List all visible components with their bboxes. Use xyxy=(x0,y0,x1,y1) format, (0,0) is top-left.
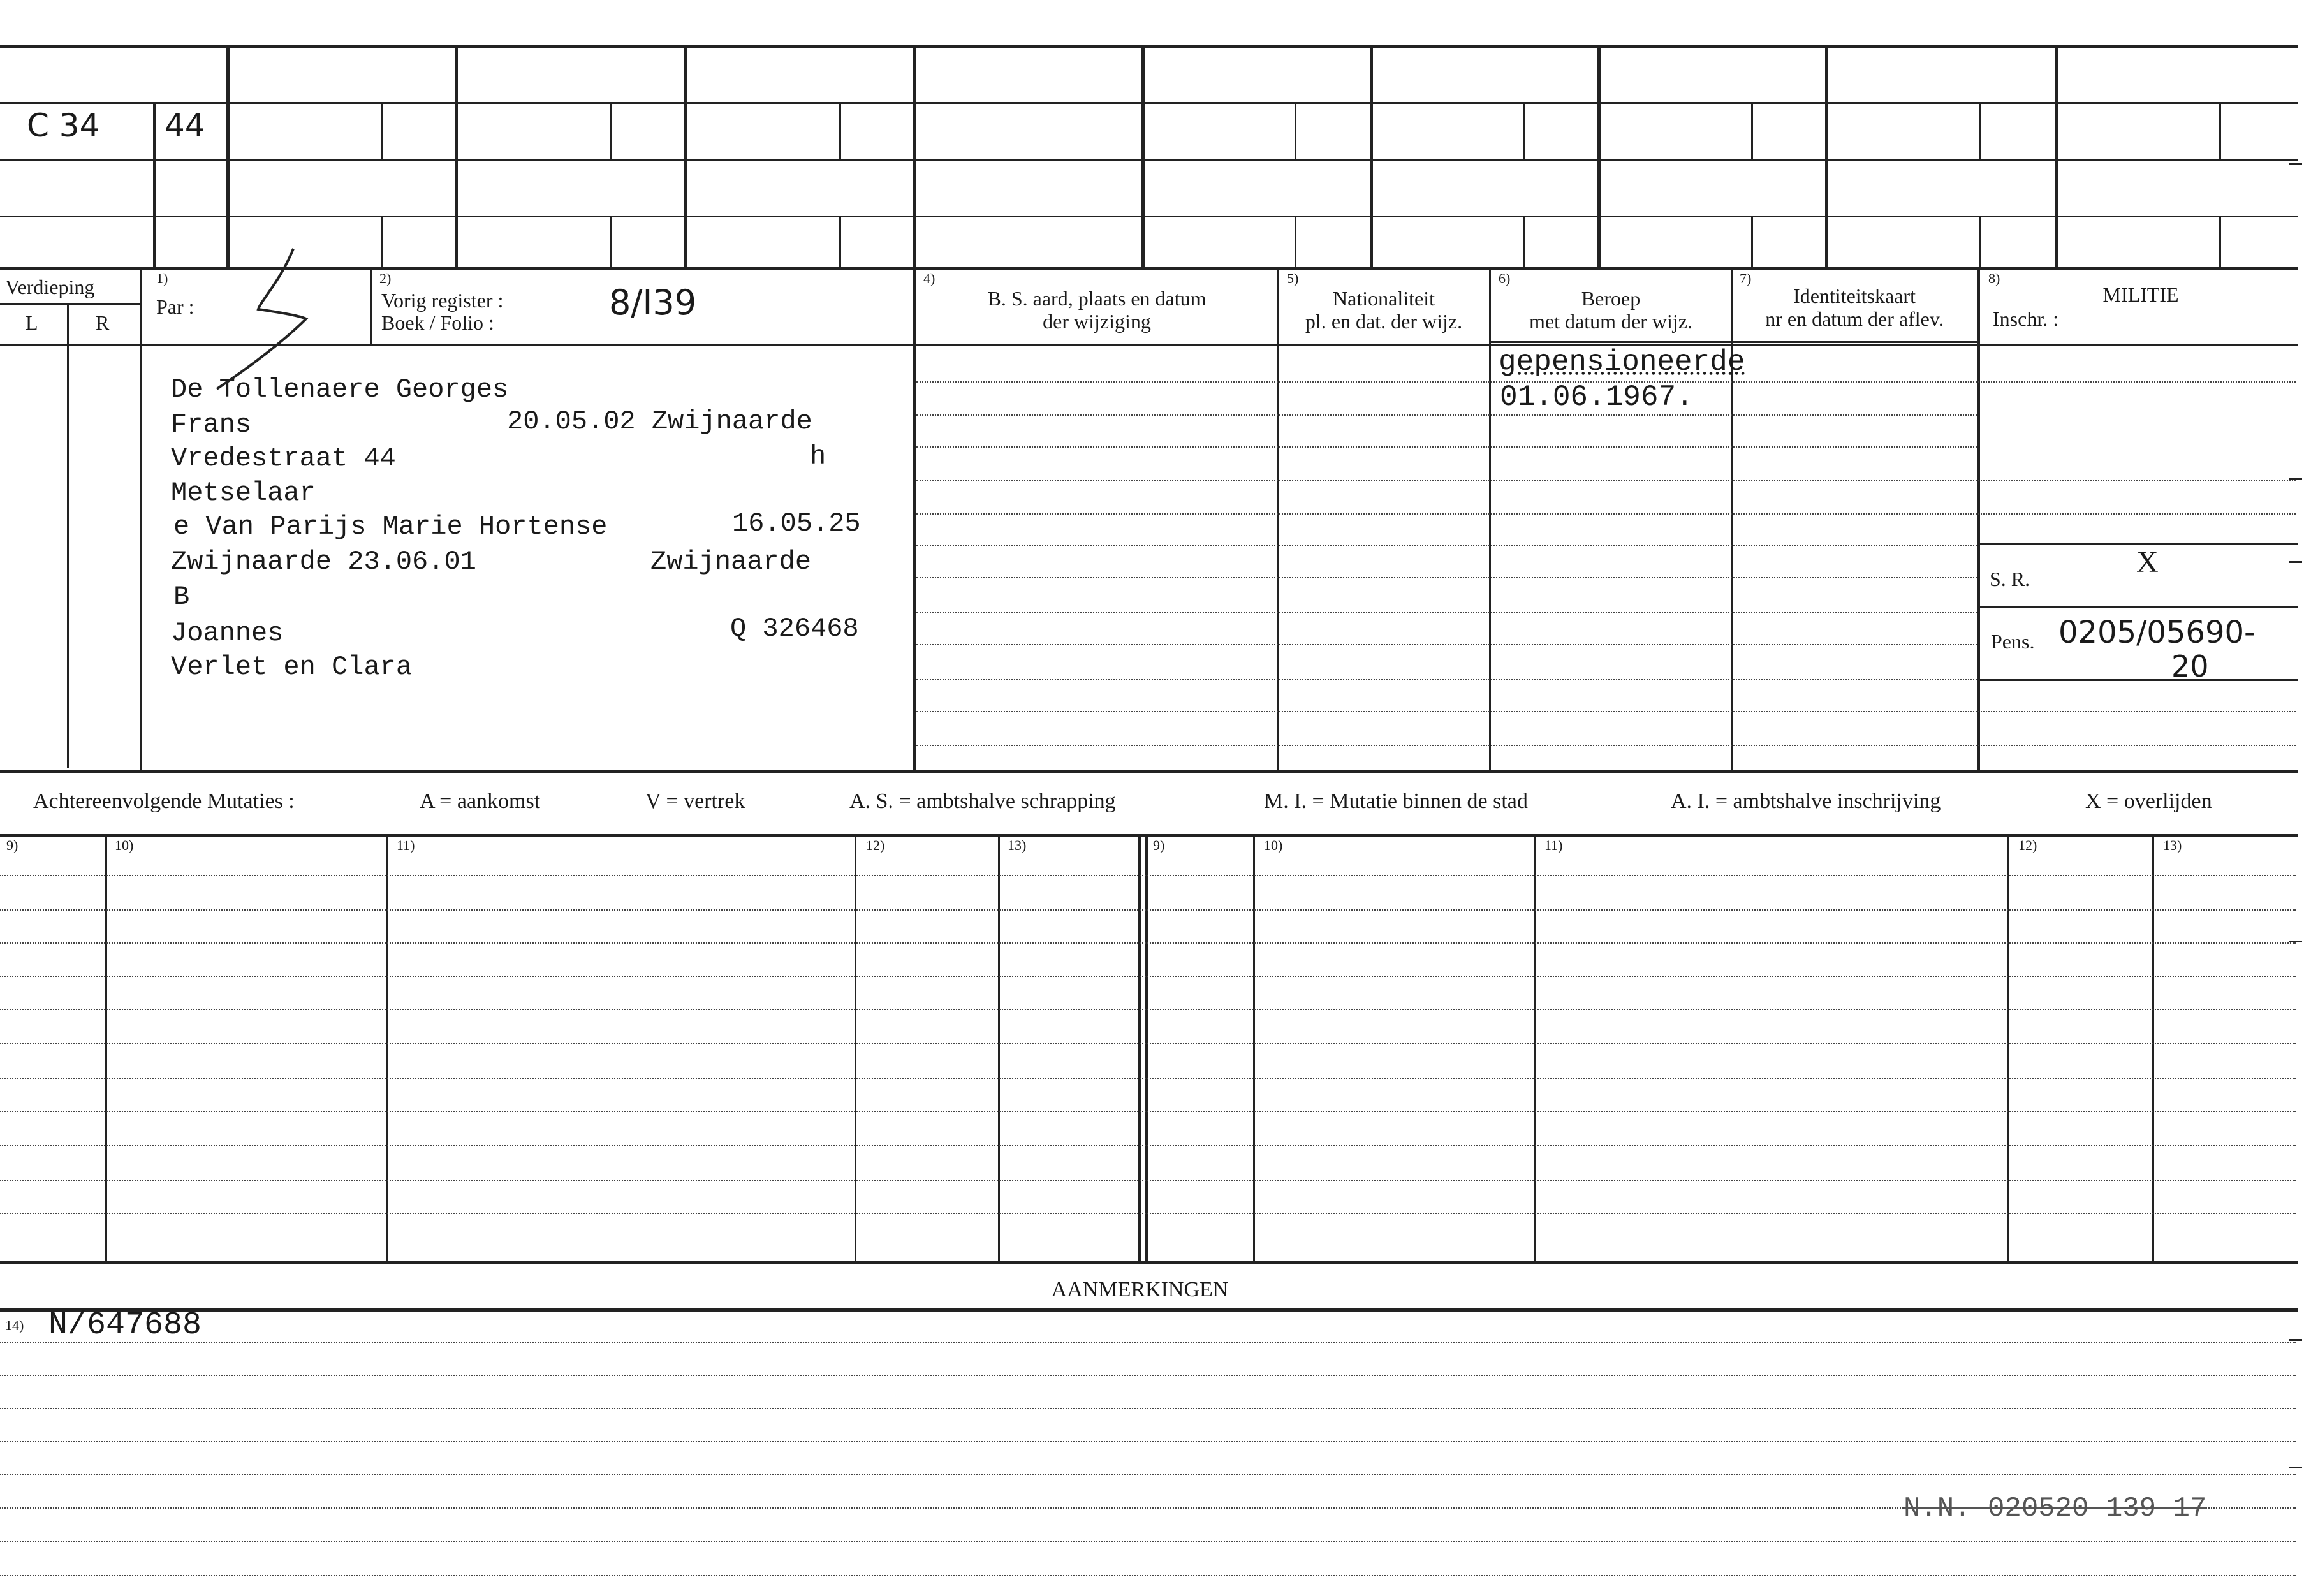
top-grid-line xyxy=(1295,102,1296,159)
table-line xyxy=(0,1261,2298,1264)
row-line xyxy=(916,480,2296,481)
row-line xyxy=(916,414,1977,416)
row-line xyxy=(0,942,2296,944)
legend-overlijden: X = overlijden xyxy=(2085,789,2212,813)
militie-line xyxy=(1977,679,2298,681)
top-grid-line xyxy=(1523,102,1525,159)
field-number: 7) xyxy=(1740,270,1752,286)
row-line xyxy=(0,1575,2296,1576)
verdieping-label: Verdieping xyxy=(5,275,95,298)
row-line xyxy=(0,1474,2296,1475)
top-grid-line xyxy=(0,102,2298,104)
header-line xyxy=(143,344,2298,346)
bs-label: B. S. aard, plaats en datum xyxy=(987,287,1207,310)
row-line xyxy=(0,1408,2296,1409)
table-line xyxy=(1138,834,1141,1261)
nationaliteit-label-sub: pl. en dat. der wijz. xyxy=(1305,310,1463,333)
section-divider xyxy=(0,770,2298,773)
header-line xyxy=(67,303,69,768)
column-number: 13) xyxy=(1008,837,1027,853)
row-line xyxy=(0,1145,2296,1146)
register-value: 8/I39 xyxy=(609,282,697,323)
legend-vertrek: V = vertrek xyxy=(645,789,745,813)
row-line xyxy=(916,612,1977,613)
spouse-place: Zwijnaarde xyxy=(650,546,812,577)
spouse-name: e Van Parijs Marie Hortense xyxy=(173,511,608,542)
header-line xyxy=(1489,341,1977,343)
field-number: 6) xyxy=(1499,270,1511,286)
row-line xyxy=(0,1009,2296,1010)
top-grid-line xyxy=(226,45,230,267)
table-line xyxy=(2152,834,2154,1261)
person-mark: h xyxy=(810,441,826,472)
person-code-b: B xyxy=(173,582,190,612)
header-line xyxy=(913,267,916,770)
row-line xyxy=(916,545,1977,546)
legend-aankomst: A = aankomst xyxy=(420,789,541,813)
row-line xyxy=(0,909,2296,911)
header-line xyxy=(140,267,142,770)
top-grid-line xyxy=(1751,216,1753,267)
national-number: N.N. 020520 139 17 xyxy=(1904,1493,2207,1525)
beroep-label: Beroep xyxy=(1581,287,1641,310)
column-number: 12) xyxy=(2018,837,2037,853)
top-grid-line xyxy=(0,216,2298,217)
top-grid-line xyxy=(913,45,916,267)
field-number: 5) xyxy=(1287,270,1299,286)
top-grid-line xyxy=(1295,216,1296,267)
row-line xyxy=(0,1342,2296,1343)
boek-folio-label: Boek / Folio : xyxy=(381,311,494,334)
verdieping-l-label: L xyxy=(26,311,38,334)
row-line xyxy=(916,644,1977,645)
top-grid-line xyxy=(1597,45,1601,267)
identiteitskaart-label: Identiteitskaart xyxy=(1793,284,1916,307)
person-given-name: Frans xyxy=(171,409,252,440)
top-grid-line xyxy=(839,216,841,267)
row-line xyxy=(916,711,2296,712)
field-number: 14) xyxy=(5,1317,24,1333)
column-number: 13) xyxy=(2163,837,2182,853)
top-grid-line xyxy=(2055,45,2058,267)
top-grid-line xyxy=(381,216,383,267)
nationaliteit-label: Nationaliteit xyxy=(1333,287,1435,310)
person-birth: 20.05.02 Zwijnaarde xyxy=(507,406,812,437)
bs-label-sub: der wijziging xyxy=(1043,310,1151,333)
grid-number: 44 xyxy=(165,107,205,144)
identiteitskaart-label-sub: nr en datum der aflev. xyxy=(1765,307,1944,330)
table-line xyxy=(105,834,107,1261)
column-number: 11) xyxy=(1544,837,1563,853)
row-line xyxy=(916,679,1977,680)
header-line xyxy=(1977,267,1980,770)
legend-schrapping: A. S. = ambtshalve schrapping xyxy=(849,789,1116,813)
person-occupation: Metselaar xyxy=(171,478,316,508)
table-line xyxy=(2007,834,2009,1261)
sr-value: X xyxy=(2136,545,2159,579)
top-grid-line xyxy=(1370,45,1373,267)
top-grid-line xyxy=(2219,216,2221,267)
top-grid-line xyxy=(153,102,156,267)
table-line xyxy=(855,834,856,1261)
pen-stroke xyxy=(204,242,332,395)
table-line xyxy=(998,834,1000,1261)
edge-tick xyxy=(2289,1467,2302,1468)
row-line xyxy=(0,1441,2296,1442)
row-line xyxy=(916,577,1977,578)
row-line xyxy=(0,1078,2296,1079)
beroep-value: gepensioneerde xyxy=(1499,346,1745,379)
mother-name: Verlet en Clara xyxy=(171,652,413,682)
column-number: 9) xyxy=(6,837,18,853)
row-line xyxy=(0,1180,2296,1181)
top-grid-line xyxy=(1751,102,1753,159)
beroep-date: 01.06.1967. xyxy=(1500,381,1694,414)
top-grid-line xyxy=(1141,45,1145,267)
header-line xyxy=(0,303,140,305)
table-line xyxy=(0,834,2298,837)
table-line xyxy=(1145,834,1148,1261)
grid-code: C 34 xyxy=(27,107,100,144)
field-number: 8) xyxy=(1988,270,2000,286)
top-grid-line xyxy=(455,45,458,267)
edge-tick xyxy=(2289,1339,2302,1341)
top-grid-line xyxy=(839,102,841,159)
spouse-birth: Zwijnaarde 23.06.01 xyxy=(171,546,476,577)
row-line xyxy=(916,513,2296,515)
field-number: 2) xyxy=(379,270,392,286)
spouse-date: 16.05.25 xyxy=(732,508,861,539)
row-line xyxy=(0,976,2296,977)
field-number: 1) xyxy=(156,270,168,286)
table-line xyxy=(1534,834,1536,1261)
person-id-code: Q 326468 xyxy=(730,613,859,644)
pens-value: 0205/05690- xyxy=(2058,615,2256,650)
top-grid-line xyxy=(610,102,612,159)
top-grid-line xyxy=(0,45,2298,48)
legend-mutatie-stad: M. I. = Mutatie binnen de stad xyxy=(1264,789,1528,813)
inschr-label: Inschr. : xyxy=(1993,307,2059,330)
row-line xyxy=(0,1375,2296,1376)
row-line xyxy=(916,745,2296,746)
person-address: Vredestraat 44 xyxy=(171,443,396,474)
top-grid-line xyxy=(684,45,687,267)
row-line xyxy=(0,1043,2296,1044)
top-grid-line xyxy=(1979,102,1981,159)
top-grid-line xyxy=(1979,216,1981,267)
father-name: Joannes xyxy=(171,618,284,648)
row-line xyxy=(0,1213,2296,1214)
column-number: 10) xyxy=(1264,837,1283,853)
section-line xyxy=(0,1308,2298,1312)
top-grid-line xyxy=(1825,45,1828,267)
header-line xyxy=(370,267,372,344)
top-grid-line xyxy=(610,216,612,267)
sr-label: S. R. xyxy=(1990,567,2030,590)
vorig-register-label: Vorig register : xyxy=(381,289,504,312)
row-line xyxy=(0,875,2296,876)
row-line xyxy=(0,1541,2296,1542)
edge-tick xyxy=(2289,561,2302,563)
row-line xyxy=(0,1111,2296,1112)
top-grid-line xyxy=(381,102,383,159)
legend-inschrijving: A. I. = ambtshalve inschrijving xyxy=(1671,789,1941,813)
header-line xyxy=(0,344,143,346)
edge-tick xyxy=(2289,478,2302,480)
aanmerkingen-title: AANMERKINGEN xyxy=(1051,1278,1229,1301)
pens-label: Pens. xyxy=(1991,630,2035,653)
edge-tick xyxy=(2289,941,2302,942)
militie-label: MILITIE xyxy=(2102,283,2179,306)
top-grid-line xyxy=(0,159,2298,161)
header-line xyxy=(1277,267,1279,770)
column-number: 10) xyxy=(115,837,134,853)
top-grid-line xyxy=(1523,216,1525,267)
column-number: 11) xyxy=(397,837,415,853)
edge-tick xyxy=(2289,163,2302,165)
top-grid-line xyxy=(2219,102,2221,159)
militie-line xyxy=(1977,606,2298,608)
row-line xyxy=(916,446,1977,448)
table-line xyxy=(1253,834,1255,1261)
person-name: De Tollenaere Georges xyxy=(171,374,509,405)
top-grid-line xyxy=(0,267,2298,270)
column-number: 12) xyxy=(866,837,885,853)
verdieping-r-label: R xyxy=(96,311,110,334)
beroep-label-sub: met datum der wijz. xyxy=(1529,310,1692,333)
mutaties-title: Achtereenvolgende Mutaties : xyxy=(33,789,295,813)
pens-value-suffix: 20 xyxy=(2171,649,2209,684)
table-line xyxy=(386,834,388,1261)
aanmerkingen-value: N/647688 xyxy=(48,1307,202,1343)
field-number: 4) xyxy=(923,270,935,286)
column-number: 9) xyxy=(1153,837,1165,853)
par-label: Par : xyxy=(156,295,194,318)
